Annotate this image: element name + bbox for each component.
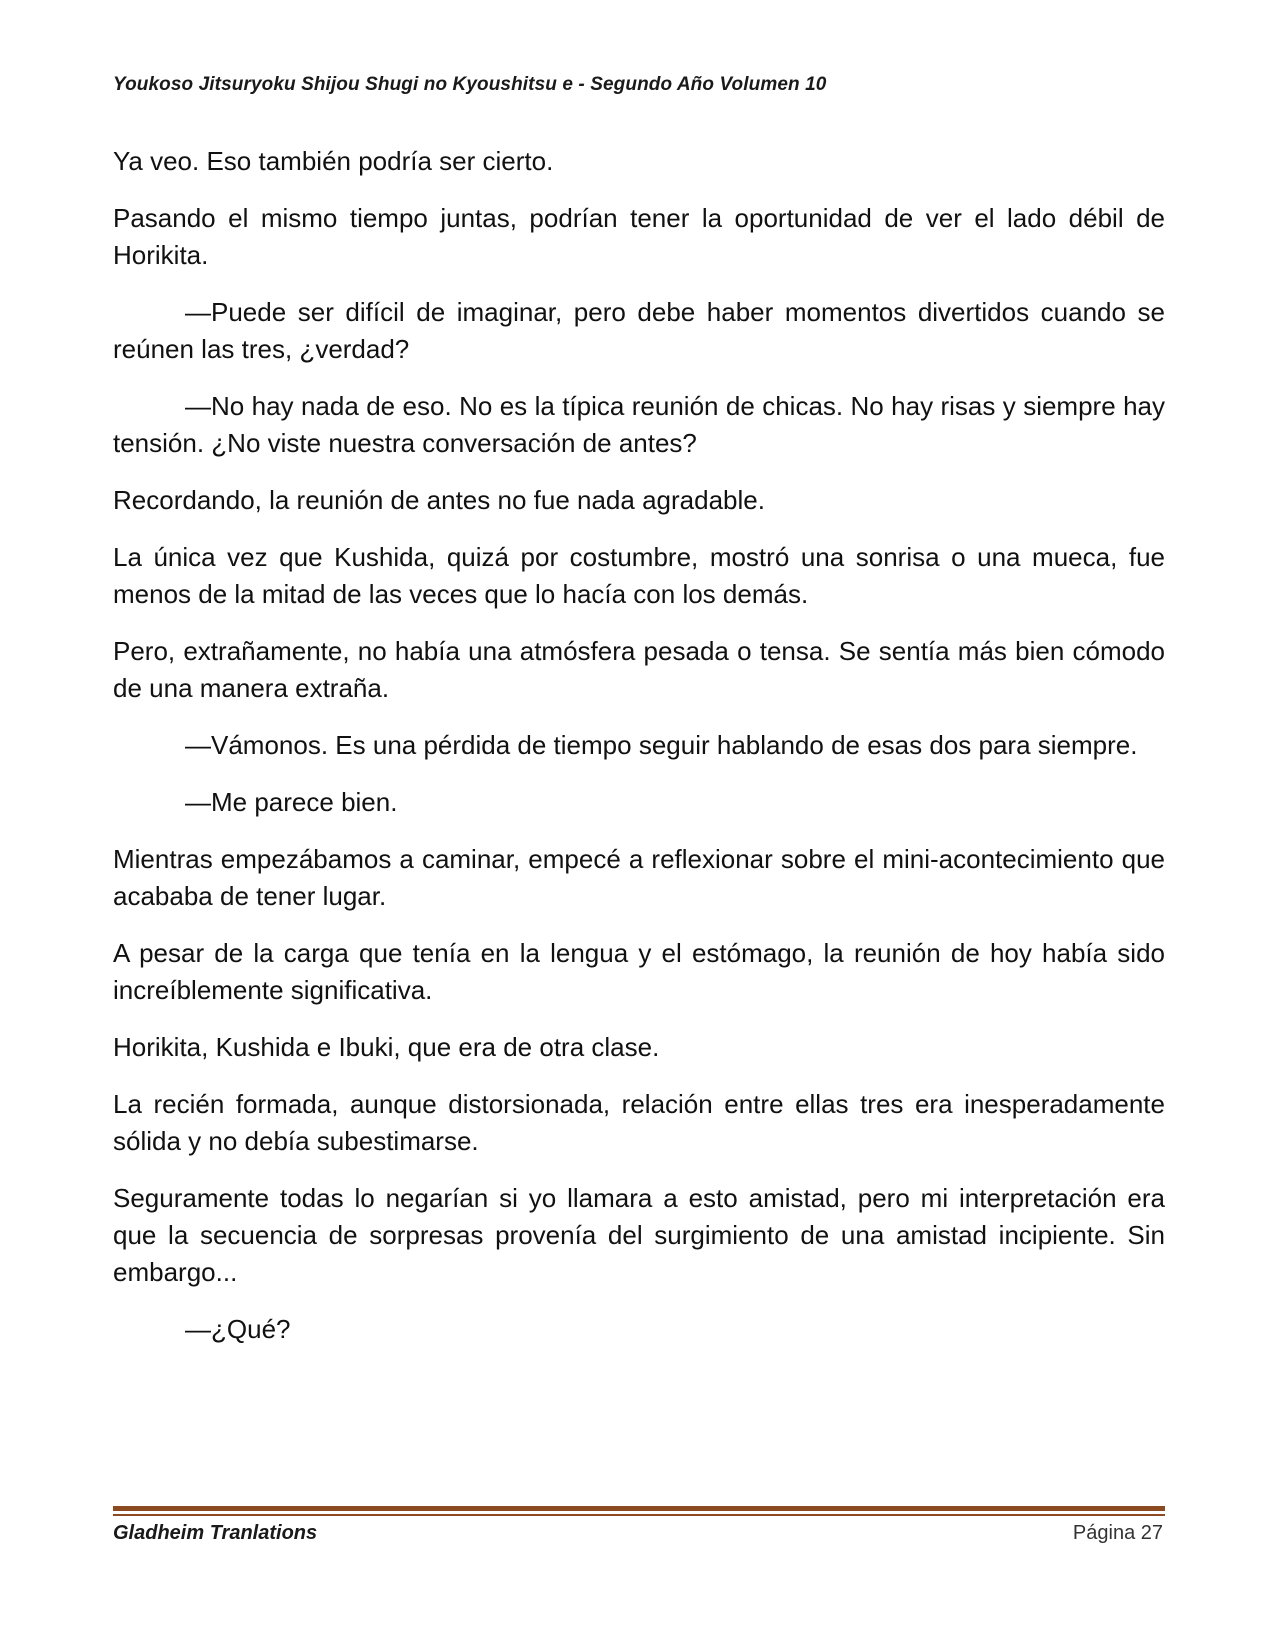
paragraph: A pesar de la carga que tenía en la lengua y el estómago, la reunión de hoy había sido increíblemente significativa. (113, 938, 1165, 1005)
paragraph: La recién formada, aunque distorsionada, relación entre ellas tres era inesperadamente sólida y no debía subestimarse. (113, 1089, 1165, 1156)
page-number: Página 27 (1072, 1522, 1163, 1544)
paragraph: Mientras empezábamos a caminar, empecé a reflexionar sobre el mini-acontecimiento que acababa de tener lugar. (113, 844, 1165, 911)
dialogue-paragraph: —Puede ser difícil de imaginar, pero debe haber momentos divertidos cuando se reúnen las tres, ¿verdad? (113, 297, 1165, 364)
paragraph: Seguramente todas lo negarían si yo llamara a esto amistad, pero mi interpretación era que la secuencia de sorpresas provenía del surgimiento de una amistad incipiente. Sin embargo... (113, 1183, 1165, 1287)
dialogue-paragraph: —Me parece bien. (185, 787, 398, 817)
paragraph: Pasando el mismo tiempo juntas, podrían tener la oportunidad de ver el lado débil de Horikita. (113, 203, 1165, 270)
running-header: Youkoso Jitsuryoku Shijou Shugi no Kyoushitsu e - Segundo Año Volumen 10 (113, 74, 827, 95)
dialogue-paragraph: —No hay nada de eso. No es la típica reunión de chicas. No hay risas y siempre hay tensión. ¿No viste nuestra conversación de antes? (113, 391, 1165, 458)
paragraph: Pero, extrañamente, no había una atmósfera pesada o tensa. Se sentía más bien cómodo de una manera extraña. (113, 636, 1165, 703)
page-body (113, 143, 1165, 1348)
dialogue-paragraph: —¿Qué? (185, 1314, 291, 1344)
footer-publisher: Gladheim Tranlations (113, 1522, 318, 1544)
footer-rule-thin (113, 1514, 1165, 1516)
paragraph: Ya veo. Eso también podría ser cierto. (113, 146, 554, 176)
paragraph: Recordando, la reunión de antes no fue nada agradable. (113, 485, 765, 515)
paragraph: Horikita, Kushida e Ibuki, que era de otra clase. (113, 1032, 660, 1062)
dialogue-paragraph: —Vámonos. Es una pérdida de tiempo seguir hablando de esas dos para siempre. (185, 730, 1138, 760)
paragraph: La única vez que Kushida, quizá por costumbre, mostró una sonrisa o una mueca, fue menos de la mitad de las veces que lo hacía con los demás. (113, 542, 1165, 609)
footer-rule-thick (113, 1506, 1165, 1511)
